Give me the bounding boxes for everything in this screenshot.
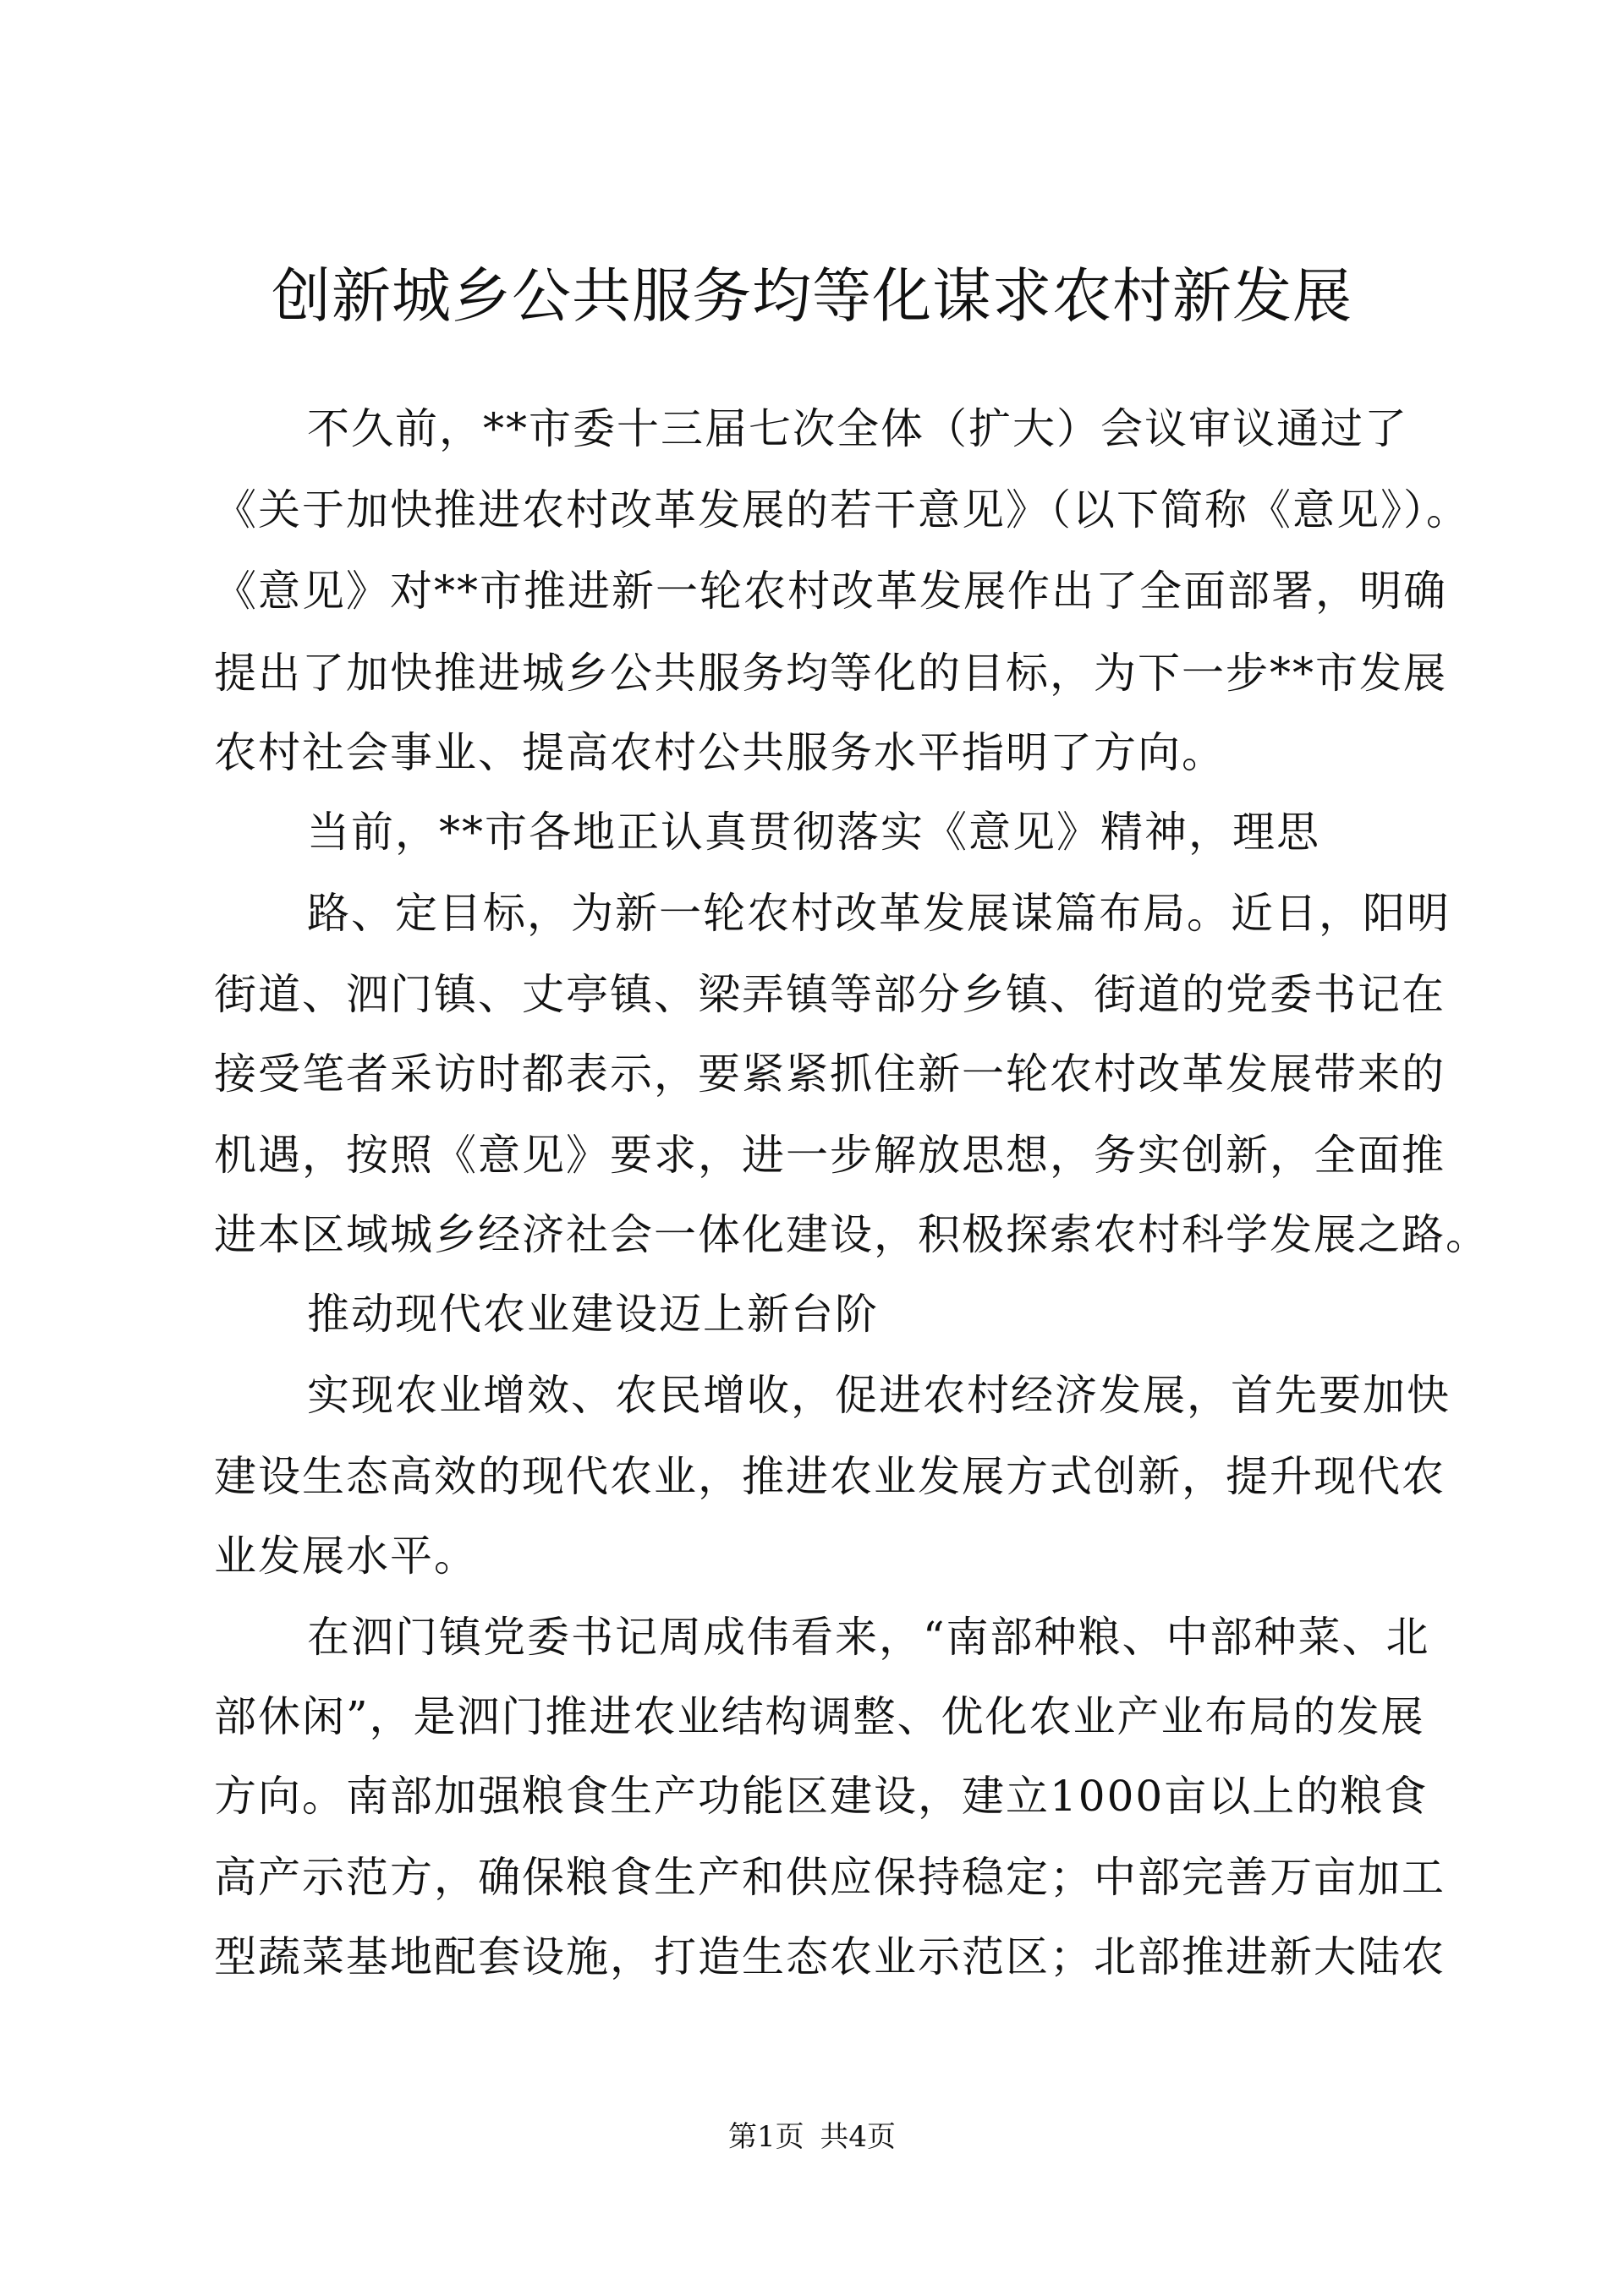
text-line: 农村社会事业、提高农村公共服务水平指明了方向。: [214, 728, 1226, 777]
page-title: 创新城乡公共服务均等化谋求农村新发展: [272, 261, 1352, 331]
text-line: 型蔬菜基地配套设施，打造生态农业示范区；北部推进新大陆农: [214, 1932, 1446, 1981]
text-line: 路、定目标，为新一轮农村改革发展谋篇布局。近日，阳明: [307, 889, 1451, 938]
text-line: 部休闲”，是泗门推进农业结构调整、优化农业产业布局的发展: [214, 1692, 1425, 1741]
text-line: 建设生态高效的现代农业，推进农业发展方式创新，提升现代农: [214, 1452, 1446, 1501]
page-total: 共4页: [820, 2120, 897, 2154]
text-line: 在泗门镇党委书记周成伟看来，“南部种粮、中部种菜、北: [307, 1613, 1430, 1662]
page-number: 第1页: [727, 2120, 804, 2154]
text-line: 方向。南部加强粮食生产功能区建设，建立1000亩以上的粮食: [214, 1772, 1429, 1821]
text-line: 实现农业增效、农民增收，促进农村经济发展，首先要加快: [307, 1371, 1451, 1420]
text-line: 当前，**市各地正认真贯彻落实《意见》精神，理思: [307, 808, 1320, 857]
text-line: 《意见》对**市推进新一轮农村改革发展作出了全面部署，明确: [214, 567, 1447, 616]
text-line: 《关于加快推进农村改革发展的若干意见》（以下简称《意见》）。: [214, 485, 1470, 534]
text-line: 进本区域城乡经济社会一体化建设，积极探索农村科学发展之路。: [214, 1210, 1490, 1259]
text-line: 业发展水平。: [214, 1532, 478, 1581]
section-heading: 推动现代农业建设迈上新台阶: [307, 1290, 879, 1339]
text-line: 提出了加快推进城乡公共服务均等化的目标，为下一步**市发展: [214, 649, 1447, 698]
text-line: 机遇，按照《意见》要求，进一步解放思想，务实创新，全面推: [214, 1131, 1446, 1180]
text-line: 不久前，**市委十三届七次全体（扩大）会议审议通过了: [307, 404, 1408, 453]
text-line: 高产示范方，确保粮食生产和供应保持稳定；中部完善万亩加工: [214, 1853, 1446, 1902]
page-footer: [0, 2116, 1624, 2158]
text-line: 接受笔者采访时都表示，要紧紧抓住新一轮农村改革发展带来的: [214, 1049, 1446, 1099]
text-line: 街道、泗门镇、丈亭镇、梁弄镇等部分乡镇、街道的党委书记在: [214, 970, 1446, 1019]
